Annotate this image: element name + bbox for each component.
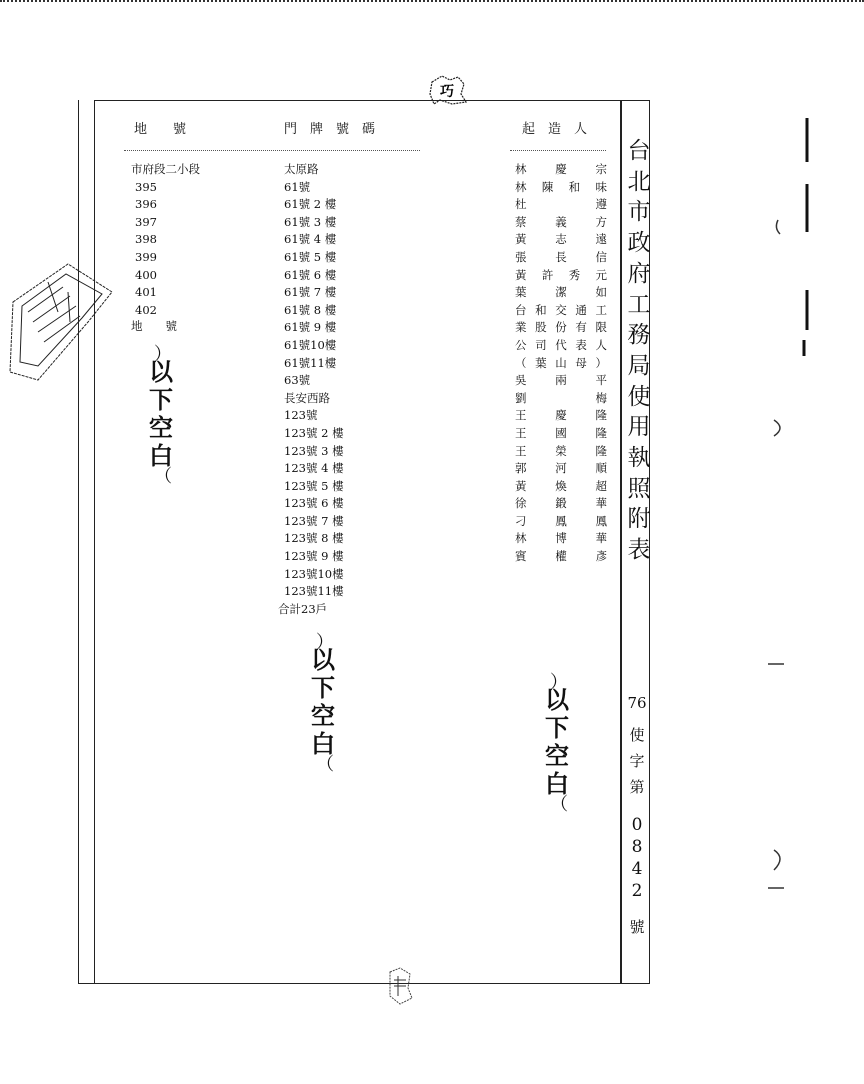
lot-item: 地 號 bbox=[131, 319, 177, 334]
builder-char: 張 bbox=[515, 249, 527, 264]
door-item: 123號 7 樓 bbox=[284, 513, 344, 528]
builder-name bbox=[515, 390, 607, 408]
title-char: 局 bbox=[627, 352, 651, 379]
title-char: 附 bbox=[627, 506, 651, 533]
builder-char: 刁 bbox=[515, 513, 527, 528]
door-item: 123號 8 樓 bbox=[284, 531, 344, 546]
builder-char: 彥 bbox=[595, 549, 607, 564]
builder-char: 和 bbox=[535, 302, 547, 317]
seal-stamp-top bbox=[428, 74, 468, 106]
builder-name bbox=[515, 319, 607, 337]
door-item: 61號 7 樓 bbox=[284, 285, 337, 300]
builder-name bbox=[515, 196, 607, 214]
builder-char: 林 bbox=[515, 162, 527, 176]
door-item: 123號 5 樓 bbox=[284, 478, 344, 493]
builder-char: 國 bbox=[555, 425, 567, 440]
builder-char: 劉 bbox=[515, 390, 527, 405]
builder-char: 順 bbox=[595, 461, 607, 476]
builder-char: 隆 bbox=[595, 425, 607, 440]
builder-name bbox=[515, 231, 607, 249]
builder-char: 林 bbox=[515, 531, 527, 546]
builder-char: 代 bbox=[555, 337, 567, 352]
builder-char: 杜 bbox=[515, 197, 527, 212]
builder-char: 元 bbox=[595, 267, 607, 282]
permit-char: 76 bbox=[627, 694, 647, 712]
builder-char: 山 bbox=[555, 355, 567, 370]
seal-stamp-bottom bbox=[384, 966, 416, 1006]
builder-char: 志 bbox=[555, 232, 567, 247]
title-char: 工 bbox=[627, 291, 651, 318]
door-item: 63號 bbox=[284, 373, 311, 388]
builder-name bbox=[515, 337, 607, 355]
title-char: 表 bbox=[627, 537, 651, 564]
door-item: 123號 4 樓 bbox=[284, 461, 344, 476]
permit-char: 8 bbox=[631, 837, 643, 857]
builder-char: 吳 bbox=[515, 373, 527, 388]
builder-char: 慶 bbox=[555, 162, 567, 176]
door-item: 123號 3 樓 bbox=[284, 443, 344, 458]
builder-char: 郭 bbox=[515, 461, 527, 476]
builder-name bbox=[515, 355, 607, 373]
builder-char: 王 bbox=[515, 408, 527, 423]
title-char: 使 bbox=[627, 383, 651, 410]
builder-char: 股 bbox=[535, 320, 547, 335]
builder-char: 宗 bbox=[595, 162, 607, 176]
builder-char: 通 bbox=[575, 302, 587, 317]
builder-char: 慶 bbox=[555, 408, 567, 423]
door-item: 61號 bbox=[284, 179, 311, 194]
lot-item: 398 bbox=[135, 232, 157, 247]
builder-char: 蔡 bbox=[515, 214, 527, 229]
permit-char: 號 bbox=[629, 918, 645, 936]
builder-char: 有 bbox=[575, 320, 587, 335]
door-item: 123號 2 樓 bbox=[284, 425, 344, 440]
builder-char: 份 bbox=[555, 320, 567, 335]
builder-char: 河 bbox=[555, 461, 567, 476]
builder-char: 鳳 bbox=[555, 513, 567, 528]
lot-item: 395 bbox=[135, 179, 157, 194]
builder-char: 權 bbox=[555, 549, 567, 564]
title-char: 市 bbox=[627, 199, 651, 226]
builder-char: 限 bbox=[595, 320, 607, 335]
blank-note-lot-column: ︵ 以 下 空 白 ︶ bbox=[149, 344, 173, 484]
door-number-header: 門 牌 號 碼 bbox=[284, 122, 376, 137]
lot-item: 402 bbox=[135, 302, 157, 317]
lot-item: 市府段二小段 bbox=[131, 162, 200, 176]
header-separator-builder bbox=[510, 150, 606, 151]
builder-char: 黃 bbox=[515, 267, 527, 282]
title-char: 照 bbox=[627, 475, 651, 502]
builder-char: 兩 bbox=[555, 373, 567, 388]
builder-char: 黃 bbox=[515, 232, 527, 247]
lot-item: 399 bbox=[135, 249, 157, 264]
permit-char: 0 bbox=[631, 815, 643, 835]
builder-name bbox=[515, 495, 607, 513]
title-char: 府 bbox=[627, 260, 651, 287]
lot-item: 397 bbox=[135, 214, 157, 229]
builder-char: 梅 bbox=[595, 390, 607, 405]
builder-char: 林 bbox=[515, 179, 527, 194]
builder-name bbox=[515, 214, 607, 232]
builder-char: 平 bbox=[595, 373, 607, 388]
door-item: 61號11樓 bbox=[284, 355, 337, 370]
door-item: 61號 3 樓 bbox=[284, 214, 337, 229]
lot-number-column bbox=[131, 161, 200, 333]
lot-item: 400 bbox=[135, 267, 157, 282]
builder-name bbox=[515, 161, 607, 179]
builder-column bbox=[515, 161, 609, 566]
title-char: 北 bbox=[627, 168, 651, 195]
builder-name bbox=[515, 530, 607, 548]
builder-char: 賓 bbox=[515, 549, 527, 564]
title-char: 台 bbox=[627, 138, 651, 164]
builder-name bbox=[515, 407, 607, 425]
permit-char: 4 bbox=[631, 859, 643, 879]
lot-number-header: 地 號 bbox=[134, 122, 187, 137]
door-item: 61號 5 樓 bbox=[284, 249, 337, 264]
builder-char: 義 bbox=[555, 214, 567, 229]
lot-item: 401 bbox=[135, 285, 157, 300]
builder-char: 交 bbox=[555, 302, 567, 317]
permit-char: 2 bbox=[631, 881, 643, 901]
builder-char: 潔 bbox=[555, 285, 567, 300]
builder-name bbox=[515, 267, 607, 285]
builder-char: 鍛 bbox=[555, 496, 567, 511]
scan-edge-noise bbox=[0, 0, 864, 8]
builder-char: 陳 bbox=[541, 179, 554, 194]
builder-char: 台 bbox=[515, 302, 527, 317]
builder-char: 葉 bbox=[535, 355, 547, 370]
builder-name bbox=[515, 443, 607, 461]
builder-char: 葉 bbox=[515, 285, 527, 300]
builder-name bbox=[515, 302, 607, 320]
builder-char: 王 bbox=[515, 425, 527, 440]
builder-char: 司 bbox=[535, 337, 547, 352]
door-item: 123號 9 樓 bbox=[284, 549, 344, 564]
door-number-column bbox=[278, 161, 344, 618]
builder-char: 秀 bbox=[568, 267, 581, 282]
builder-char: 和 bbox=[568, 179, 581, 194]
door-item: 61號 9 樓 bbox=[284, 320, 337, 335]
builder-char: 方 bbox=[595, 214, 607, 229]
door-item: 61號 8 樓 bbox=[284, 302, 337, 317]
builder-char: 隆 bbox=[595, 443, 607, 458]
builder-char: 隆 bbox=[595, 408, 607, 423]
builder-char: 味 bbox=[595, 179, 607, 194]
title-char: 政 bbox=[627, 230, 651, 257]
builder-char: ） bbox=[595, 355, 607, 370]
door-item: 123號 6 樓 bbox=[284, 496, 344, 511]
builder-char: 如 bbox=[595, 285, 607, 300]
builder-char: 公 bbox=[515, 337, 527, 352]
builder-char: 遵 bbox=[595, 197, 607, 212]
permit-char: 字 bbox=[629, 752, 645, 770]
builder-name bbox=[515, 249, 607, 267]
builder-char: 榮 bbox=[555, 443, 567, 458]
door-item: 61號10樓 bbox=[284, 337, 337, 352]
builder-char: 表 bbox=[575, 337, 587, 352]
permit-char: 第 bbox=[629, 778, 645, 796]
title-char: 務 bbox=[627, 322, 651, 349]
builder-char: 煥 bbox=[555, 478, 567, 493]
builder-name bbox=[515, 460, 607, 478]
page-frame-shadow bbox=[78, 100, 94, 984]
door-item: 61號 4 樓 bbox=[284, 232, 337, 247]
builder-name bbox=[515, 372, 607, 390]
builder-name bbox=[515, 179, 607, 197]
svg-text:巧: 巧 bbox=[440, 84, 454, 100]
header-separator bbox=[124, 150, 420, 151]
builder-header: 起 造 人 bbox=[522, 122, 588, 137]
builder-char: 許 bbox=[541, 267, 554, 282]
builder-char: 黃 bbox=[515, 478, 527, 493]
builder-char: 徐 bbox=[515, 496, 527, 511]
builder-char: 遠 bbox=[595, 232, 607, 247]
blank-note-door-column: ︵ 以 下 空 白 ︶ bbox=[311, 632, 335, 772]
lot-item: 396 bbox=[135, 197, 157, 212]
title-char: 用 bbox=[627, 414, 651, 441]
builder-char: 業 bbox=[515, 320, 527, 335]
door-item: 61號 2 樓 bbox=[284, 197, 337, 212]
builder-char: 人 bbox=[595, 337, 607, 352]
blank-note-builder-column: ︵ 以 下 空 白 ︶ bbox=[545, 672, 569, 812]
binding-marks bbox=[764, 0, 864, 1084]
builder-char: 工 bbox=[595, 302, 607, 317]
builder-char: 信 bbox=[595, 249, 607, 264]
builder-char: 超 bbox=[595, 478, 607, 493]
builder-char: 母 bbox=[575, 355, 587, 370]
door-item: 太原路 bbox=[284, 162, 319, 176]
builder-char: 長 bbox=[555, 249, 567, 264]
title-char: 執 bbox=[627, 445, 651, 472]
builder-name bbox=[515, 478, 607, 496]
builder-name bbox=[515, 513, 607, 531]
seal-stamp-left bbox=[8, 262, 118, 382]
builder-name bbox=[515, 284, 607, 302]
builder-char: 華 bbox=[595, 496, 607, 511]
builder-char: 鳳 bbox=[595, 513, 607, 528]
door-item: 123號 bbox=[284, 408, 318, 423]
page-title bbox=[624, 136, 654, 566]
permit-number bbox=[622, 690, 652, 940]
permit-char: 使 bbox=[629, 726, 645, 744]
builder-char: 華 bbox=[595, 531, 607, 546]
builder-name bbox=[515, 425, 607, 443]
builder-name bbox=[515, 548, 607, 566]
door-total: 合計23戶 bbox=[278, 601, 328, 616]
builder-char: 王 bbox=[515, 443, 527, 458]
builder-char: （ bbox=[515, 355, 527, 370]
door-item: 123號11樓 bbox=[284, 584, 344, 599]
door-item: 長安西路 bbox=[284, 390, 330, 405]
door-item: 61號 6 樓 bbox=[284, 267, 337, 282]
door-item: 123號10樓 bbox=[284, 566, 344, 581]
builder-char: 博 bbox=[555, 531, 567, 546]
